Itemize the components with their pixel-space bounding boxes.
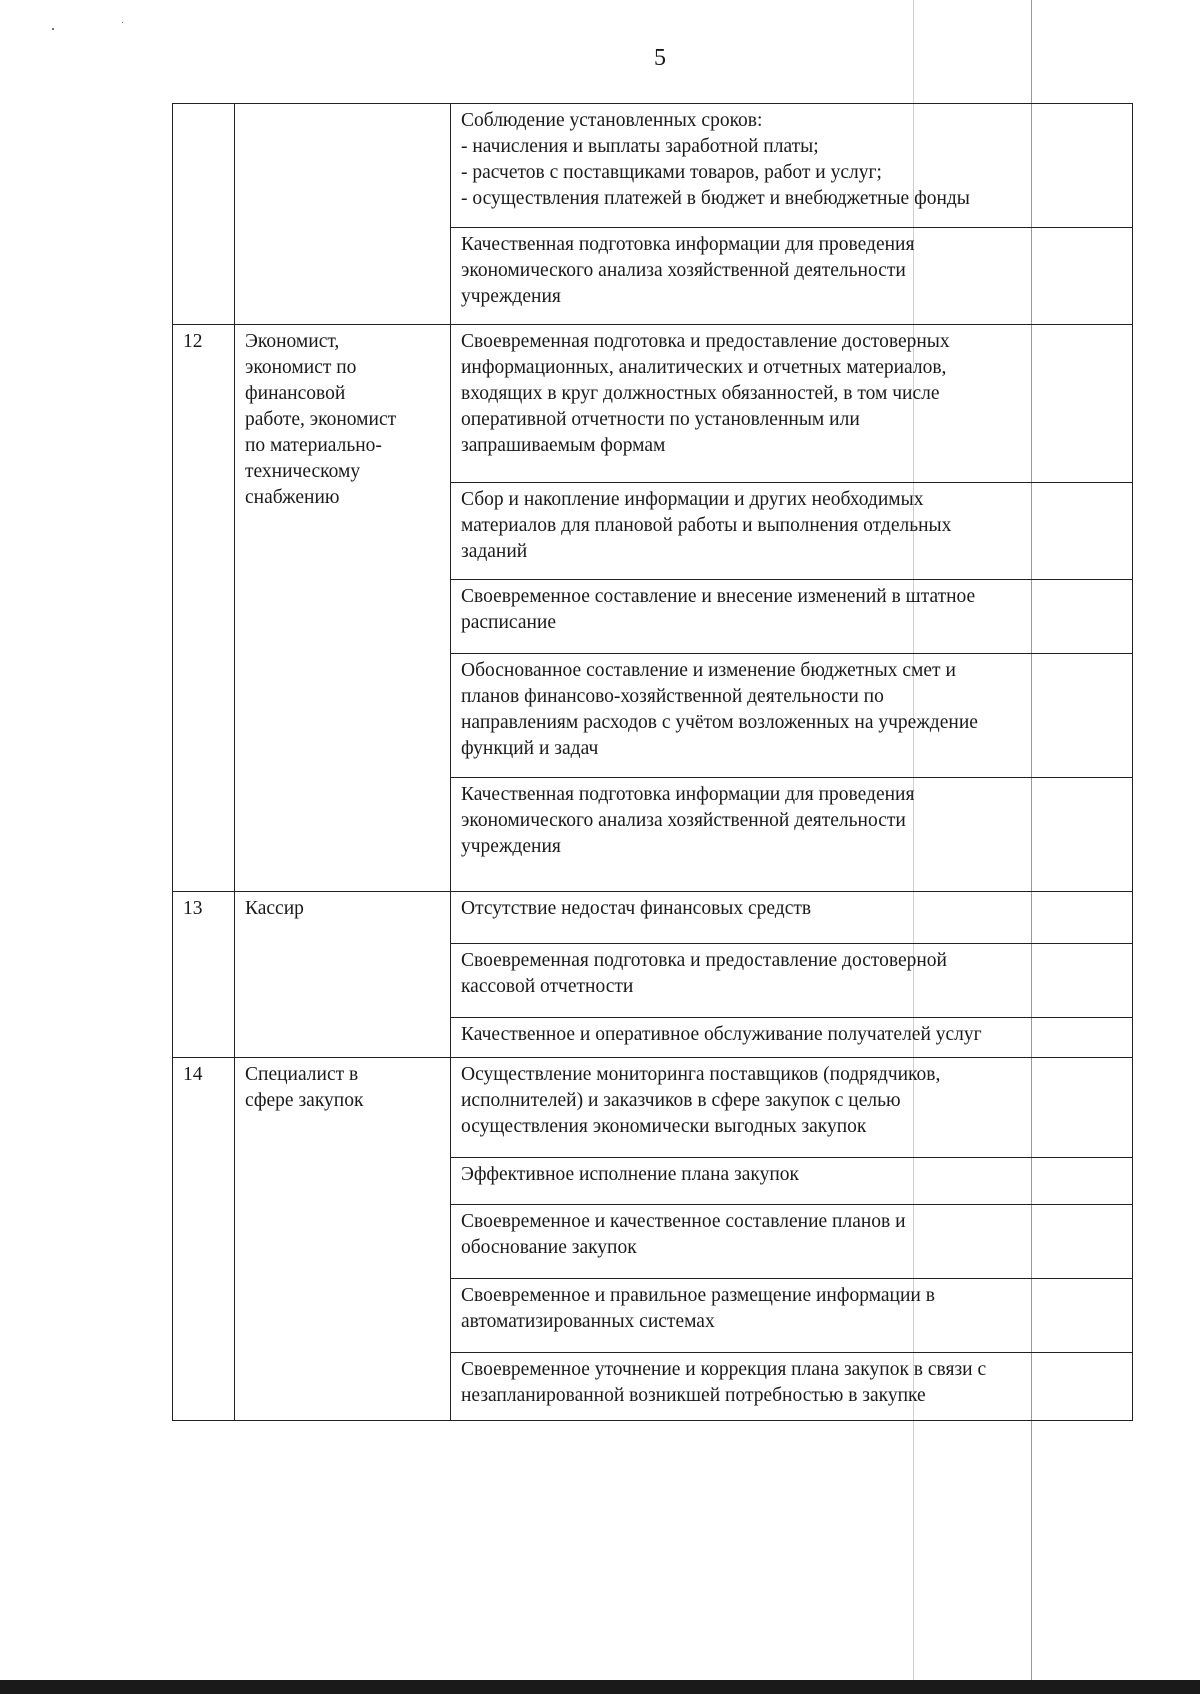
position-title-line: работе, экономист — [245, 409, 397, 430]
criterion-cell — [451, 580, 1133, 654]
criterion-cell — [451, 1205, 1133, 1279]
criterion-text-line: Своевременная подготовка и предоставление достоверных — [461, 331, 950, 352]
position-title-line: Специалист в — [245, 1064, 359, 1085]
position-title-line: финансовой — [245, 383, 346, 404]
criterion-text-line: Качественное и оперативное обслуживание получателей услуг — [461, 1024, 982, 1045]
row-number: 13 — [183, 898, 203, 919]
criterion-text-line: запрашиваемым формам — [461, 435, 666, 456]
scan-artifact-bar — [0, 1680, 1200, 1694]
row-number: 12 — [183, 331, 203, 352]
criteria-table — [172, 103, 1133, 1421]
criterion-text-line: Соблюдение установленных сроков: — [461, 110, 763, 131]
position-cell — [235, 104, 451, 325]
criterion-text-line: - осуществления платежей в бюджет и внебюджетные фонды — [461, 188, 970, 209]
criterion-cell — [451, 778, 1133, 892]
criterion-text-line: исполнителей) и заказчиков в сфере закупок с целью — [461, 1090, 901, 1111]
criterion-text-line: Своевременная подготовка и предоставление достоверной — [461, 950, 947, 971]
criterion-text-line: экономического анализа хозяйственной деятельности — [461, 260, 906, 281]
position-cell — [235, 325, 451, 892]
position-title-line: техническому — [245, 461, 361, 482]
table-row — [173, 325, 1133, 483]
criterion-cell — [451, 228, 1133, 325]
criterion-text-line: заданий — [461, 541, 528, 562]
criterion-text-line: информационных, аналитических и отчетных материалов, — [461, 357, 947, 378]
criterion-text-line: Обоснованное составление и изменение бюджетных смет и — [461, 660, 956, 681]
scan-speck — [122, 22, 123, 23]
criterion-text-line: Качественная подготовка информации для проведения — [461, 784, 915, 805]
criterion-cell — [451, 1158, 1133, 1205]
criterion-text-line: учреждения — [461, 836, 561, 857]
table-row — [173, 892, 1133, 944]
criterion-text-line: планов финансово-хозяйственной деятельности по — [461, 686, 884, 707]
criterion-cell — [451, 1353, 1133, 1421]
criterion-text-line: Отсутствие недостач финансовых средств — [461, 898, 812, 919]
position-title-line: экономист по — [245, 357, 357, 378]
criterion-text-line: - начисления и выплаты заработной платы; — [461, 136, 819, 157]
criterion-cell — [451, 944, 1133, 1018]
criterion-text-line: Сбор и накопление информации и других необходимых — [461, 489, 924, 510]
table-row — [173, 104, 1133, 228]
criterion-cell — [451, 325, 1133, 483]
criterion-text-line: Своевременное уточнение и коррекция плана закупок в связи с — [461, 1359, 987, 1380]
criterion-text-line: расписание — [461, 612, 557, 633]
row-number: 14 — [183, 1064, 203, 1085]
criterion-text-line: функций и задач — [461, 738, 599, 759]
criterion-text-line: материалов для плановой работы и выполнения отдельных — [461, 515, 952, 536]
position-cell — [235, 892, 451, 1058]
criterion-cell — [451, 1058, 1133, 1158]
scan-speck — [52, 28, 54, 30]
criterion-text-line: Осуществление мониторинга поставщиков (подрядчиков, — [461, 1064, 941, 1085]
criterion-text-line: Своевременное и правильное размещение информации в — [461, 1285, 935, 1306]
criterion-text-line: - расчетов с поставщиками товаров, работ и услуг; — [461, 162, 882, 183]
row-number-cell — [173, 325, 235, 892]
criterion-cell — [451, 104, 1133, 228]
row-number-cell — [173, 892, 235, 1058]
criterion-cell — [451, 892, 1133, 944]
criterion-text-line: Своевременное составление и внесение изменений в штатное — [461, 586, 976, 607]
criterion-cell — [451, 654, 1133, 778]
criterion-text-line: входящих в круг должностных обязанностей, в том числе — [461, 383, 940, 404]
criterion-text-line: кассовой отчетности — [461, 976, 634, 997]
position-cell — [235, 1058, 451, 1421]
criterion-text-line: оперативной отчетности по установленным или — [461, 409, 860, 430]
criterion-text-line: незапланированной возникшей потребностью в закупке — [461, 1385, 926, 1406]
criterion-cell — [451, 1018, 1133, 1058]
criterion-text-line: автоматизированных системах — [461, 1311, 715, 1332]
page-number: 5 — [654, 45, 666, 71]
position-title-line: сфере закупок — [245, 1090, 364, 1111]
row-number-cell — [173, 1058, 235, 1421]
criterion-cell — [451, 1279, 1133, 1353]
criterion-text-line: Своевременное и качественное составление планов и — [461, 1211, 906, 1232]
table-row — [173, 1058, 1133, 1158]
criterion-cell — [451, 483, 1133, 580]
position-title-line: по материально- — [245, 435, 382, 456]
criterion-text-line: осуществления экономически выгодных закупок — [461, 1116, 867, 1137]
criterion-text-line: направлениям расходов с учётом возложенных на учреждение — [461, 712, 978, 733]
criterion-text-line: экономического анализа хозяйственной деятельности — [461, 810, 906, 831]
position-title-line: Экономист, — [245, 331, 340, 352]
position-title-line: снабжению — [245, 487, 340, 508]
row-number-cell — [173, 104, 235, 325]
position-title-line: Кассир — [245, 898, 304, 919]
criterion-text-line: учреждения — [461, 286, 561, 307]
criterion-text-line: Качественная подготовка информации для проведения — [461, 234, 915, 255]
criterion-text-line: обоснование закупок — [461, 1237, 637, 1258]
criterion-text-line: Эффективное исполнение плана закупок — [461, 1164, 800, 1185]
